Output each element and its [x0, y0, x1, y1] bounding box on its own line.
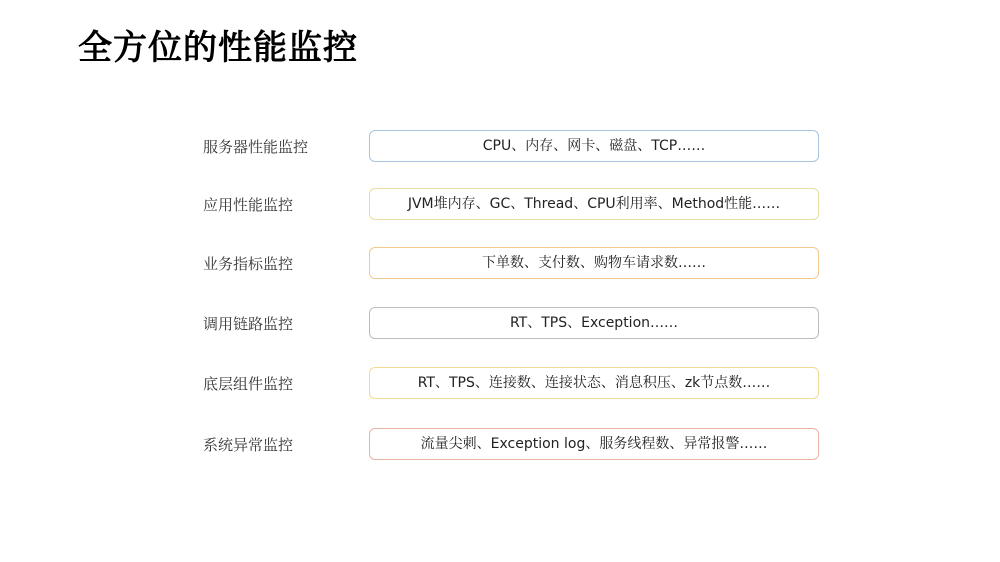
- row-content-box: CPU、内存、网卡、磁盘、TCP……: [369, 130, 819, 162]
- row-label: 业务指标监控: [203, 255, 294, 273]
- row-component-monitoring: [0, 367, 1000, 401]
- row-content-box: RT、TPS、连接数、连接状态、消息积压、zk节点数……: [369, 367, 819, 399]
- row-content-box: 下单数、支付数、购物车请求数……: [369, 247, 819, 279]
- row-content-box: JVM堆内存、GC、Thread、CPU利用率、Method性能……: [369, 188, 819, 220]
- row-label: 应用性能监控: [203, 196, 294, 214]
- row-label: 底层组件监控: [203, 375, 294, 393]
- slide-title: 全方位的性能监控: [78, 28, 358, 68]
- row-label: 调用链路监控: [203, 315, 294, 333]
- row-business-metrics-monitoring: [0, 247, 1000, 281]
- row-content-box: RT、TPS、Exception……: [369, 307, 819, 339]
- row-label: 系统异常监控: [203, 436, 294, 454]
- row-content-box: 流量尖刺、Exception log、服务线程数、异常报警……: [369, 428, 819, 460]
- row-application-monitoring: [0, 188, 1000, 222]
- row-label: 服务器性能监控: [203, 138, 309, 156]
- row-call-chain-monitoring: [0, 307, 1000, 341]
- row-server-monitoring: [0, 130, 1000, 164]
- row-exception-monitoring: [0, 428, 1000, 462]
